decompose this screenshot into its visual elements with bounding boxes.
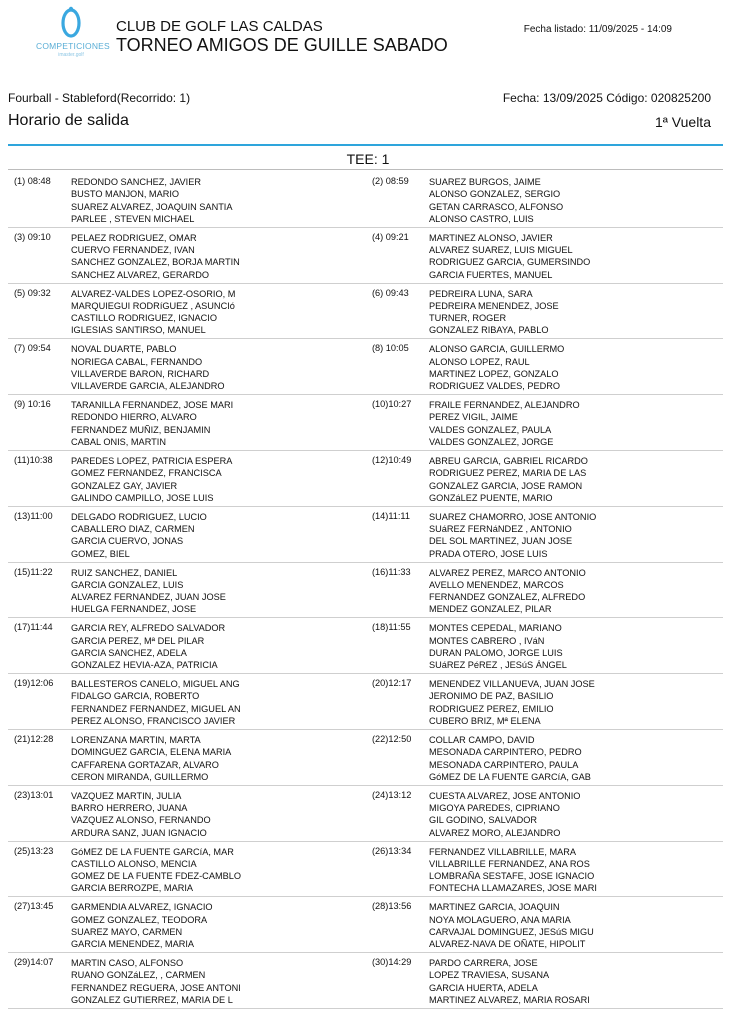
group-number-time: (29)14:07 xyxy=(14,957,54,968)
tee-time-group xyxy=(8,228,365,284)
tee-label: TEE: 1 xyxy=(346,151,390,167)
player-name: BUSTO MANJON, MARIO xyxy=(71,189,180,200)
tee-time-group xyxy=(365,395,723,451)
player-name: DOMINGUEZ GARCIA, ELENA MARIA xyxy=(71,747,232,758)
player-name: VALDES GONZALEZ, PAULA xyxy=(429,424,552,435)
tee-time-group xyxy=(365,339,723,395)
player-list xyxy=(71,957,241,1006)
player-name: GOMEZ, BIEL xyxy=(71,548,130,559)
player-name: NOVAL DUARTE, PABLO xyxy=(71,344,177,355)
group-number-time: (9) 10:16 xyxy=(14,399,51,410)
tee-divider xyxy=(8,169,723,170)
player-name: ALVAREZ-VALDES LOPEZ-OSORIO, M xyxy=(71,288,236,299)
group-number-time: (23)13:01 xyxy=(14,789,54,800)
player-name: ALVAREZ FERNANDEZ, JUAN JOSE xyxy=(71,592,226,603)
player-name: MARQUIEGUI RODRíGUEZ , ASUNCIó xyxy=(71,300,235,311)
tee-time-group xyxy=(365,730,723,786)
player-name: VILLABRILLE FERNANDEZ, ANA ROS xyxy=(429,858,590,869)
player-list xyxy=(429,846,597,895)
player-name: MESONADA CARPINTERO, PAULA xyxy=(429,759,579,770)
player-name: GALINDO CAMPILLO, JOSE LUIS xyxy=(71,492,214,503)
competition-format: Fourball - Stableford(Recorrido: 1) xyxy=(8,91,191,105)
player-name: LOPEZ TRAVIESA, SUSANA xyxy=(429,970,550,981)
group-number-time: (30)14:29 xyxy=(372,957,412,968)
player-name: HUELGA FERNANDEZ, JOSE xyxy=(71,604,197,615)
player-name: GóMEZ DE LA FUENTE GARCíA, MAR xyxy=(71,846,234,857)
player-name: VAZQUEZ ALONSO, FERNANDO xyxy=(71,815,211,826)
player-name: PEDREIRA LUNA, SARA xyxy=(429,288,533,299)
player-name: GARCIA FUERTES, MANUEL xyxy=(429,269,553,280)
tee-time-group xyxy=(365,897,723,953)
player-list xyxy=(429,678,595,727)
player-list xyxy=(71,678,241,727)
player-name: GARCIA MENENDEZ, MARIA xyxy=(71,939,195,950)
player-name: LORENZANA MARTIN, MARTA xyxy=(71,734,201,745)
tee-time-group xyxy=(365,228,723,284)
player-name: GIL GODINO, SALVADOR xyxy=(429,815,538,826)
player-name: CASTILLO ALONSO, MENCIA xyxy=(71,858,197,869)
player-name: GARCIA GONZALEZ, LUIS xyxy=(71,579,184,590)
golf-logo-icon xyxy=(58,6,84,40)
player-name: GARCIA PEREZ, Mª DEL PILAR xyxy=(71,635,205,646)
player-list xyxy=(429,622,567,671)
group-number-time: (11)10:38 xyxy=(14,454,53,465)
group-number-time: (19)12:06 xyxy=(14,678,54,689)
player-name: SUáREZ PéREZ , JESúS ÁNGEL xyxy=(429,660,567,671)
player-name: VILLAVERDE BARON, RICHARD xyxy=(71,368,210,379)
tee-time-group xyxy=(365,618,723,674)
player-name: NORIEGA CABAL, FERNANDO xyxy=(71,356,203,367)
tee-time-group xyxy=(8,786,365,842)
group-number-time: (18)11:55 xyxy=(372,622,411,633)
player-name: GOMEZ FERNANDEZ, FRANCISCA xyxy=(71,468,222,479)
player-name: RODRIGUEZ VALDES, PEDRO xyxy=(429,381,561,392)
group-number-time: (3) 09:10 xyxy=(14,231,51,242)
logo-brand-text: COMPETICIONES xyxy=(36,41,110,51)
player-name: ALONSO CASTRO, LUIS xyxy=(429,213,534,224)
player-name: GONZALEZ GUTIERREZ, MARIA DE L xyxy=(71,995,233,1006)
player-name: CUBERO BRIZ, Mª ELENA xyxy=(429,716,541,727)
player-name: VALDES GONZALEZ, JORGE xyxy=(429,437,554,448)
player-name: JERONIMO DE PAZ, BASILIO xyxy=(429,691,554,702)
tee-time-group xyxy=(365,674,723,730)
player-name: GOMEZ GONZALEZ, TEODORA xyxy=(71,914,208,925)
player-name: SUAREZ CHAMORRO, JOSE ANTONIO xyxy=(429,511,597,522)
player-name: BARRO HERRERO, JUANA xyxy=(71,803,188,814)
player-name: GETAN CARRASCO, ALFONSO xyxy=(429,201,564,212)
tee-time-grid xyxy=(8,172,723,1009)
player-name: GONZALEZ HEVIA-AZA, PATRICIA xyxy=(71,660,218,671)
list-date: Fecha listado: 11/09/2025 - 14:09 xyxy=(523,24,672,35)
player-list xyxy=(429,957,590,1006)
player-list xyxy=(71,343,225,392)
player-list xyxy=(71,176,233,225)
player-name: SUáREZ FERNáNDEZ , ANTONIO xyxy=(429,524,572,535)
player-list xyxy=(429,901,594,950)
page-title: Horario de salida xyxy=(8,112,129,129)
tee-time-group xyxy=(8,618,365,674)
player-name: MIGOYA PAREDES, CIPRIANO xyxy=(429,803,560,814)
player-name: COLLAR CAMPO, DAVID xyxy=(429,734,535,745)
player-name: GARCIA SANCHEZ, ADELA xyxy=(71,647,187,658)
player-name: FERNANDEZ GONZALEZ, ALFREDO xyxy=(429,592,586,603)
group-number-time: (27)13:45 xyxy=(14,901,54,912)
group-number-time: (5) 09:32 xyxy=(14,287,51,298)
player-name: ABREU GARCIA, GABRIEL RICARDO xyxy=(429,455,588,466)
group-number-time: (10)10:27 xyxy=(372,399,412,410)
tee-time-group xyxy=(365,284,723,340)
tee-time-group xyxy=(8,507,365,563)
player-name: GARCIA CUERVO, JONAS xyxy=(71,536,184,547)
player-name: GARCIA REY, ALFREDO SALVADOR xyxy=(71,623,226,634)
group-number-time: (25)13:23 xyxy=(14,845,54,856)
player-list xyxy=(429,790,580,839)
player-list xyxy=(71,232,240,281)
tee-time-group xyxy=(8,953,365,1009)
player-name: MONTES CABRERO , IVáN xyxy=(429,635,545,646)
player-name: GONZALEZ RIBAYA, PABLO xyxy=(429,325,549,336)
group-number-time: (28)13:56 xyxy=(372,901,412,912)
player-name: ALONSO LOPEZ, RAUL xyxy=(429,356,530,367)
tee-time-group xyxy=(8,730,365,786)
group-number-time: (2) 08:59 xyxy=(372,176,409,186)
tee-time-group xyxy=(8,284,365,340)
player-name: ALONSO GARCIA, GUILLERMO xyxy=(429,344,565,355)
player-list xyxy=(71,846,241,895)
player-name: CUERVO FERNANDEZ, IVAN xyxy=(71,245,195,256)
player-name: FERNANDEZ MUÑIZ, BENJAMIN xyxy=(71,424,211,435)
player-name: GONZALEZ GAY, JAVIER xyxy=(71,480,178,491)
player-name: FONTECHA LLAMAZARES, JOSE MARI xyxy=(429,883,597,894)
player-name: CARVAJAL DOMINGUEZ, JESúS MIGU xyxy=(429,926,594,937)
player-name: TARANILLA FERNANDEZ, JOSE MARI xyxy=(71,400,234,411)
player-name: CABALLERO DIAZ, CARMEN xyxy=(71,524,195,535)
player-list xyxy=(71,455,232,504)
player-name: FERNANDEZ VILLABRILLE, MARA xyxy=(429,846,577,857)
tee-time-group xyxy=(8,395,365,451)
player-name: SUAREZ ALVAREZ, JOAQUIN SANTIA xyxy=(71,201,233,212)
player-name: GóMEZ DE LA FUENTE GARCíA, GAB xyxy=(429,771,591,782)
player-name: ARDURA SANZ, JUAN IGNACIO xyxy=(71,827,207,838)
group-number-time: (16)11:33 xyxy=(372,566,411,577)
tee-time-group xyxy=(8,842,365,898)
player-name: MARTINEZ GARCIA, JOAQUIN xyxy=(429,902,560,913)
player-list xyxy=(71,790,211,839)
tee-time-group xyxy=(365,842,723,898)
player-list xyxy=(429,511,596,560)
player-name: FERNANDEZ FERNANDEZ, MIGUEL AN xyxy=(71,703,241,714)
player-name: GARCIA HUERTA, ADELA xyxy=(429,982,538,993)
round-label: 1ª Vuelta xyxy=(654,114,711,130)
player-name: CUESTA ALVAREZ, JOSE ANTONIO xyxy=(429,790,581,801)
group-number-time: (8) 10:05 xyxy=(372,343,409,354)
tee-time-group xyxy=(365,172,723,228)
player-name: MESONADA CARPINTERO, PEDRO xyxy=(429,747,582,758)
group-number-time: (24)13:12 xyxy=(372,789,412,800)
player-list xyxy=(429,232,590,281)
player-name: ALVAREZ SUAREZ, LUIS MIGUEL xyxy=(429,245,573,256)
player-name: PEDREIRA MENENDEZ, JOSE xyxy=(429,300,559,311)
player-name: PAREDES LOPEZ, PATRICIA ESPERA xyxy=(71,455,233,466)
player-list xyxy=(429,399,580,448)
player-name: TURNER, ROGER xyxy=(429,313,507,324)
player-name: FRAILE FERNANDEZ, ALEJANDRO xyxy=(429,400,580,411)
group-number-time: (7) 09:54 xyxy=(14,343,51,354)
player-name: DURAN PALOMO, JORGE LUIS xyxy=(429,647,563,658)
group-number-time: (6) 09:43 xyxy=(372,287,409,298)
player-list xyxy=(71,901,213,950)
logo-sub-text: imaster.golf xyxy=(58,52,84,58)
tee-time-group xyxy=(365,507,723,563)
club-name: CLUB DE GOLF LAS CALDAS xyxy=(116,18,323,35)
player-name: DELGADO RODRIGUEZ, LUCIO xyxy=(71,511,207,522)
player-name: PRADA OTERO, JOSE LUIS xyxy=(429,548,548,559)
player-name: GARCIA BERROZPE, MARIA xyxy=(71,883,194,894)
group-number-time: (15)11:22 xyxy=(14,566,53,577)
player-list xyxy=(429,343,564,392)
player-name: RUANO GONZáLEZ, , CARMEN xyxy=(71,970,206,981)
group-number-time: (22)12:50 xyxy=(372,733,412,744)
tee-time-group xyxy=(8,563,365,619)
player-name: PARLEE , STEVEN MICHAEL xyxy=(71,213,195,224)
player-name: IGLESIAS SANTIRSO, MANUEL xyxy=(71,325,206,336)
tee-time-group xyxy=(365,563,723,619)
player-name: ALVAREZ PEREZ, MARCO ANTONIO xyxy=(429,567,586,578)
player-name: PARDO CARRERA, JOSE xyxy=(429,958,538,969)
player-name: FIDALGO GARCIA, ROBERTO xyxy=(71,691,200,702)
player-name: RUIZ SANCHEZ, DANIEL xyxy=(71,567,178,578)
tournament-name: TORNEO AMIGOS DE GUILLE SABADO xyxy=(116,35,448,55)
group-number-time: (13)11:00 xyxy=(14,510,53,521)
player-name: MARTINEZ ALVAREZ, MARIA ROSARI xyxy=(429,995,590,1006)
player-name: ALVAREZ MORO, ALEJANDRO xyxy=(429,827,561,838)
player-list xyxy=(71,567,226,616)
tee-time-group xyxy=(8,897,365,953)
player-name: RODRIGUEZ GARCIA, GUMERSINDO xyxy=(429,257,591,268)
tee-time-group xyxy=(365,953,723,1009)
player-name: MARTINEZ LOPEZ, GONZALO xyxy=(429,368,559,379)
player-list xyxy=(71,511,207,560)
player-list xyxy=(429,734,591,783)
player-name: SANCHEZ GONZALEZ, BORJA MARTIN xyxy=(71,257,240,268)
player-name: ALVAREZ-NAVA DE OÑATE, HIPOLIT xyxy=(429,939,586,950)
group-number-time: (21)12:28 xyxy=(14,733,54,744)
player-list xyxy=(429,567,586,616)
player-name: BALLESTEROS CANELO, MIGUEL ANG xyxy=(71,679,240,690)
group-number-time: (4) 09:21 xyxy=(372,231,409,242)
player-name: DEL SOL MARTINEZ, JUAN JOSE xyxy=(429,536,573,547)
group-number-time: (12)10:49 xyxy=(372,454,412,465)
player-list xyxy=(429,455,588,504)
player-name: GONZALEZ GARCIA, JOSE RAMON xyxy=(429,480,583,491)
player-name: LOMBRAÑA SESTAFE, JOSE IGNACIO xyxy=(429,871,595,882)
player-name: CERON MIRANDA, GUILLERMO xyxy=(71,771,209,782)
player-name: VAZQUEZ MARTIN, JULIA xyxy=(71,790,182,801)
player-list xyxy=(71,288,235,337)
player-name: PELAEZ RODRIGUEZ, OMAR xyxy=(71,232,197,243)
player-list xyxy=(429,288,559,337)
player-name: MARTINEZ ALONSO, JAVIER xyxy=(429,232,553,243)
tee-time-group xyxy=(8,339,365,395)
player-name: MARTIN CASO, ALFONSO xyxy=(71,958,184,969)
player-name: GARMENDIA ALVAREZ, IGNACIO xyxy=(71,902,213,913)
player-list xyxy=(429,176,563,225)
group-number-time: (17)11:44 xyxy=(14,622,53,633)
player-name: VILLAVERDE GARCIA, ALEJANDRO xyxy=(71,381,225,392)
tee-time-group xyxy=(8,451,365,507)
competiciones-logo xyxy=(36,6,110,66)
player-list xyxy=(71,734,231,783)
player-name: SANCHEZ ALVAREZ, GERARDO xyxy=(71,269,210,280)
player-name: RODRIGUEZ PEREZ, MARIA DE LAS xyxy=(429,468,587,479)
player-name: AVELLO MENENDEZ, MARCOS xyxy=(429,579,564,590)
player-name: MONTES CEPEDAL, MARIANO xyxy=(429,623,562,634)
player-name: REDONDO HIERRO, ALVARO xyxy=(71,412,197,423)
player-list xyxy=(71,399,233,448)
player-name: CASTILLO RODRIGUEZ, IGNACIO xyxy=(71,313,217,324)
player-name: ALONSO GONZALEZ, SERGIO xyxy=(429,189,561,200)
date-and-code: Fecha: 13/09/2025 Código: 020825200 xyxy=(502,91,711,105)
group-number-time: (14)11:11 xyxy=(372,510,410,521)
player-name: MENDEZ GONZALEZ, PILAR xyxy=(429,604,552,615)
player-name: SUAREZ BURGOS, JAIME xyxy=(429,177,541,187)
header-divider xyxy=(8,144,723,146)
player-name: NOYA MOLAGUERO, ANA MARIA xyxy=(429,914,571,925)
player-name: MENENDEZ VILLANUEVA, JUAN JOSE xyxy=(429,679,595,690)
player-name: REDONDO SANCHEZ, JAVIER xyxy=(71,177,202,187)
player-name: PEREZ VIGIL, JAIME xyxy=(429,412,518,423)
player-list xyxy=(71,622,225,671)
group-number-time: (1) 08:48 xyxy=(14,176,51,186)
player-name: PEREZ ALONSO, FRANCISCO JAVIER xyxy=(71,716,236,727)
player-name: CABAL ONIS, MARTIN xyxy=(71,437,166,448)
player-name: FERNANDEZ REGUERA, JOSE ANTONI xyxy=(71,982,241,993)
tee-time-group xyxy=(8,172,365,228)
player-name: GONZáLEZ PUENTE, MARIO xyxy=(429,492,553,503)
tee-time-group xyxy=(365,786,723,842)
tee-time-group xyxy=(365,451,723,507)
player-name: GOMEZ DE LA FUENTE FDEZ-CAMBLO xyxy=(71,871,241,882)
player-name: SUAREZ MAYO, CARMEN xyxy=(71,926,183,937)
player-name: CAFFARENA GORTAZAR, ALVARO xyxy=(71,759,219,770)
group-number-time: (26)13:34 xyxy=(372,845,412,856)
player-name: RODRIGUEZ PEREZ, EMILIO xyxy=(429,703,554,714)
tee-time-group xyxy=(8,674,365,730)
group-number-time: (20)12:17 xyxy=(372,678,412,689)
